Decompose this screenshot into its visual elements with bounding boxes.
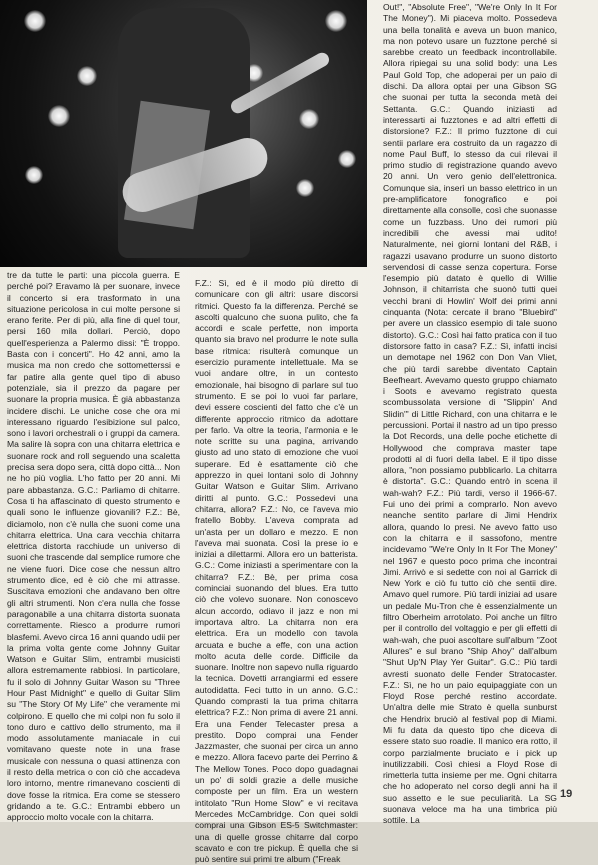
stage-light-icon xyxy=(338,150,356,168)
stage-light-icon xyxy=(299,109,319,129)
left-column-text: tre da tutte le parti: una piccola guerra. E perché poi? Eravamo là per suonare, invece il concerto si era trasformato in una situazione pericolosa in cui molte persone si erano ferite. Per di più, alla fine di quel tour, persi 160 mila dollari. Perciò, dopo quell'esperienza a Palermo dissi: "È troppo. Basta con i concerti". Ho 42 anni, amo la musica ma non credo che sottometterssi e far patire alla gente quel tipo di abuso potenziale, sia il prezzo da pagare per suonare la propria musica. È già abbastanza incidere dischi. Le uniche cose che ora mi interessano riguardo l'esibizione sul palco, sono i lavori orchestrali o i gruppi da camera. Ma salire là sopra con una chitarra elettrica e suonare rock and roll seguendo una scaletta precisa sera dopo sera, città dopo città... Non ne ho più voglia. L'ho fatto per 20 anni. Mi pare abbastanza. G.C.: Parliamo di chitarre. Cosa ti ha affascinato di questo strumento e quali sono le influenze giovanili? F.Z.: Bè, diciamolo, non c'è nulla che suoni come una chitarra elettrica. Una cara vecchia chitarra elettrica distorta racchiude un universo di suoni che trascende dal semplice rumore che ne viene fuori. Dice cose che nessun altro strumento dice, ed è ciò che mi attrasse. Suscitava emozioni che andavano ben oltre gli altri strumenti. Non c'era nulla che fosse paragonabile a una chitarra distorta suonata correttamente. Riesco a produrre rumori blasfemi. Avevo circa 16 anni quando udii per la prima volta gente come Johnny Guitar Watson e Guitar Slim, entrambi musicisti allora estremamente rabbiosi. In particolare, fu il solo di Johnny Guitar Wason su "Three Hour Past Midnight" e quello di Guitar Slim su "The Story Of My Life" che veramente mi colpirono. E quello che mi colpi non fu solo il tono duro e cattivo dello strumento, ma il modo assolutamente maniacale in cui vomitavano queste note in una frase musicale con nessuna o quasi attinenza con il resto della metrica o con ciò che accadeva loro intorno, mentre rimanevano coscienti di dove fosse la ritmica. Era come se stessero gridando a te. G.C.: Entrambi ebbero un approccio molto vocale con la chitarra. xyxy=(7,270,180,823)
right-column xyxy=(383,2,557,826)
page-number: 19 xyxy=(560,788,573,800)
stage-light-icon xyxy=(325,10,347,32)
middle-column xyxy=(195,278,358,865)
stage-light-icon xyxy=(25,166,43,184)
concert-photo xyxy=(0,0,367,267)
stage-light-icon xyxy=(296,179,314,197)
middle-column-text: F.Z.: Sì, ed è il modo più diretto di comunicare con gli altri: usare discorsi ritmici. Questo fa la differenza. Perché se ascolti qualcuno che suona pulito, che fa accordi e scale perfette, non importa quanto sia bravo nel produrre le note sulla base ritmica: risulterà comunque un esercizio puramente intellettuale. Ma se vuoi andare oltre, in un contesto emozionale, hai bisogno di parlare sul tuo strumento. E se poi lo vuoi far parlare, devi essere coscienti del fatto che c'è un differente approccio ritmico da adottare per farlo. Va oltre la teoria, l'armonia e le note scritte su una pagina, arrivando giusto ad uno stato di emozione che vuoi superare. Ed è esattamente ciò che apprezzo in quei lontani solo di Johnny Guitar Watson e Guitar Slim. Arrivano diritti al punto. G.C.: Possedevi una chitarra, allora? F.Z.: No, ce l'aveva mio fratello Bobby. L'aveva comprata ad un'asta per un dollaro e mezzo. E non l'aveva mai suonata. Così la prese io e iniziai a dilettarmi. Allora ero un batterista. G.C.: Come iniziasti a sperimentare con la chitarra? F.Z.: Bè, per prima cosa cominciai suonando del blues. Era tutto ciò che volevo suonare. Non conoscevo alcun accordo, odiavo il jazz e non mi importava altro. La chitarra non era elettrica. Era un modello con tavola arcuata e buche a effe, con una action molto acuta delle corde. Difficile da suonare. Inoltre non sapevo nulla riguardo la tecnica. Dovetti arrangiarmi ed essere autodidatta. Feci tutto in un anno. G.C.: Quando comprasti la tua prima chitarra elettrica? F.Z.: Non prima di avere 21 anni. Era una Fender Telecaster presa a prestito. Dopo comprai una Fender Jazzmaster, che suonai per circa un anno e mezzo. Allora facevo parte dei Perrino & The Mellow Tones. Poco dopo guadagnai un po' di soldi grazie a delle musiche composte per un film. Era un western intitolato "Run Home Slow" e vi recitava Mercedes McCambridge. Con quei soldi comprai una Gibson ES-5 Switchmaster: una di quelle grosse chitarre dal corpo scavato e con tre pickup. È quella che si può sentire sui primi tre album ("Freak xyxy=(195,278,358,865)
left-column xyxy=(7,270,180,823)
stage-light-icon xyxy=(48,105,70,127)
right-column-text: Out!", "Absolute Free", "We're Only In It For The Money"). Mi piaceva molto. Possedeva una bella tonalità e aveva un buon manico, ma non potevo usare un fuzztone perché si sarebbe creato un feedback incontrollabile. Allora ripiegai su una solid body: una Les Paul Gold Top, che adoperai per un paio di dischi. Da allora optai per una Gibson SG che suonai per tutta la seconda metà dei Settanta. G.C.: Quando iniziasti ad interessarti ai fuzztones e ad altri effetti di distorsione? F.Z.: Il primo fuzztone di cui sentii parlare era costruito da un ragazzo di nome Paul Buff, lo stesso da cui rilevai il primo studio di registrazione quando avevo 20 anni. Un vero genio dell'elettronica. Comunque sia, inserì un basso elettrico in un pre-amplificatore fonografico e poi direttamente alla consolle, così che suonasse come un fuzzbass. Uno dei rumori più incredibili che avessi mai udito! Naturalmente, nei giorni lontani del R&B, i ragazzi usavano produrre un suono distorto servendosi di casse senza copertura. Forse l'esempio più datato è quello di Willie Johnson, il chitarrista che suonò tutti quei vecchi brani di Howlin' Wolf dei primi anni cinquanta (Nota: cercate il brano "Bluebird" per avere un classico esempio di tale suono distorto). G.C.: Così hai fatto pratica con il tuo distorsore fatto in casa? F.Z.: Sì, infatti incisi un demotape nel 1962 con Don Van Vliet, che più tardi sarebbe diventato Captain Beefheart. Avevamo questo gruppo chiamato i Soots e avevamo registrato questa scombussolata versione di "Slippin' And Slidin'" di Little Richard, con una chitarra e le percussioni. Portai il nastro ad un tipo presso la Dot Records, una delle poche etichette di Hollywood che comprava master tape prodotti al di fuori della label. E il tipo disse allora, "non possiamo pubblicarlo. La chitarra è distorta". G.C.: Quando entrò in scena il wah-wah? F.Z.: Più tardi, verso il 1966-67. Fui uno dei primi a comprarlo. Non avevo neanche sentito parlare di Jimi Hendrix allora, quando lo presi. Ne avevo fatto uso con la chitarra e il sassofono, mentre incidevamo "We're Only In It For The Money" nel 1967 e questo poco prima che incontrai Jimi. Arrivò e si sedette con noi al Garrick di New York e ciò fu tutto ciò che sentii dire. Amavo quel rumore. Più tardi iniziai ad usare un pedale Mu-Tron che è essenzialmente un filtro Oberheim arrotolato. Poi anche un filtro per il controllo del voltaggio e per gli effetti di wah-wah, che puoi ascoltare sull'album "Zoot Allures" e sul brano "Ship Ahoy" dall'album "Shut Up'N Play Yer Guitar". G.C.: Più tardi avresti suonato delle Fender Stratocaster. F.Z.: Sì, ne ho un paio equipaggiate con un Floyd Rose perché restino accordate. Un'altra delle mie Strato è quella sunburst che Hendrix bruciò al festival pop di Miami. Mi fu data da questo tipo che diceva di essere stato suo roadie. Il manico era rotto, il corpo parzialmente bruciato e i pick up inutilizzabili. Così chiesi a Floyd Rose di rimetterla tutta insieme per me. Ogni chitarra che ho adoperato nel corso degli anni ha il suo assetto e le sue peculiarità. La SG suonava veloce ma ha una timbrica più sottile. La xyxy=(383,2,557,826)
stage-light-icon xyxy=(77,66,97,86)
stage-light-icon xyxy=(24,10,46,32)
